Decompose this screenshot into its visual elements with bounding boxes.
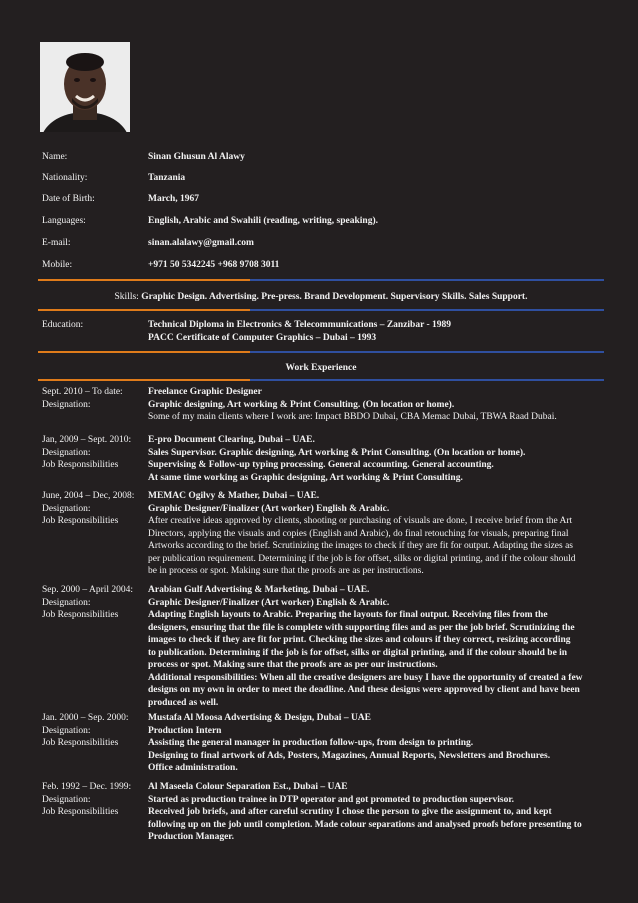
job-label: Job Responsibilities (42, 610, 119, 620)
job-line: MEMAC Ogilvy & Mather, Dubai – UAE. (148, 491, 320, 501)
job-line: After creative ideas approved by clients, shooting or purchasing of visuals are done, I receive brief from the Art (148, 516, 573, 526)
info-value: English, Arabic and Swahili (reading, writing, speaking). (148, 216, 378, 226)
job-labels (42, 434, 146, 472)
divider (38, 379, 604, 381)
job-label: Designation: (42, 725, 91, 736)
job-line: Designing to final artwork of Ads, Posters, Magazines, Annual Reports, Newsletters and Brochures. (148, 750, 551, 761)
job-line: Mustafa Al Moosa Advertising & Design, Dubai – UAE (148, 713, 371, 723)
education-label: Education: (42, 320, 84, 330)
job-date: Jan. 2000 – Sep. 2000: (42, 713, 129, 723)
job-line: designers, ensuring that the file is complete with supporting files and as per the job brief. Scrutinizing the (148, 622, 575, 633)
divider (38, 279, 604, 281)
job-line: E-pro Document Clearing, Dubai – UAE. (148, 435, 315, 445)
job-date: June, 2004 – Dec, 2008: (42, 491, 135, 501)
job-line: Graphic designing, Art working & Print Consulting. (On location or home). (148, 399, 455, 410)
job-line: Al Maseela Colour Separation Est., Dubai – UAE (148, 782, 348, 792)
job-label: Job Responsibilities (42, 738, 119, 748)
job-line: Supervising & Follow-up typing processing. General accounting. General accounting. (148, 460, 494, 470)
info-row-mobile (42, 259, 602, 273)
job-line: Arabian Gulf Advertising & Marketing, Dubai – UAE. (148, 585, 370, 595)
job-line: Some of my main clients where I work are: Impact BBDO Dubai, CBA Memac Dubai, TBWA Raad Dubai. (148, 412, 557, 422)
info-row-dob (42, 193, 602, 207)
job-date: Sep. 2000 – April 2004: (42, 585, 134, 595)
info-label: Name: (42, 152, 68, 162)
job-line: Production Intern (148, 725, 222, 736)
job-labels (42, 584, 146, 622)
job-label: Designation: (42, 794, 91, 805)
job-line: Production Manager. (148, 832, 235, 842)
info-label: E-mail: (42, 238, 71, 248)
job-line: Graphic Designer/Finalizer (Art worker) English & Arabic. (148, 597, 390, 608)
section-title: Work Experience (285, 363, 357, 373)
info-value: +971 50 5342245 +968 9708 3011 (148, 260, 280, 270)
job-details (148, 386, 602, 424)
job-labels (42, 712, 146, 750)
info-label: Languages: (42, 216, 86, 226)
job-label: Designation: (42, 597, 91, 608)
job-line: Artworks according to the brief. Scrutinizing the images to check if they are fit for output. Adapting the sizes as (148, 541, 574, 551)
job-date: Sept. 2010 – To date: (42, 387, 123, 397)
job-details (148, 584, 602, 709)
info-row-name (42, 151, 602, 165)
info-value: Sinan Ghusun Al Alawy (148, 152, 245, 162)
info-value: Tanzania (148, 173, 186, 183)
job-label: Job Responsibilities (42, 516, 119, 526)
job-line: per publication requirement. Determining if the job is for offset, silks or digital printing, and if the colour should (148, 553, 576, 564)
skills-label: Skills: (114, 292, 139, 302)
email-link[interactable]: sinan.alalawy@gmail.com (148, 238, 254, 248)
job-line: Graphic Designer/Finalizer (Art worker) English & Arabic. (148, 503, 390, 514)
job-line: Office administration. (148, 763, 238, 773)
education-item: Technical Diploma in Electronics & Telecommunications – Zanzibar - 1989 (148, 320, 452, 330)
job-line: images to check if they are fit for print. Checking the sizes and colours if they correct, resizing according (148, 635, 571, 645)
job-label: Job Responsibilities (42, 460, 119, 470)
job-details (148, 712, 602, 775)
job-line: At same time working as Graphic designing, Art working & Print Consulting. (148, 472, 463, 483)
education-item: PACC Certificate of Computer Graphics – Dubai – 1993 (148, 332, 377, 343)
job-line: Additional responsibilities: When all the creative designers are busy I have the opportunity of created a few (148, 672, 583, 683)
job-line: Assisting the general manager in production follow-ups, from design to printing. (148, 738, 474, 748)
job-line: designs on my own in order to meet the deadline. And these designs were approved by client and have been (148, 685, 580, 695)
job-line: be in process or spot. Making sure that the proofs are as per instructions. (148, 566, 424, 576)
skills-value: Graphic Design. Advertising. Pre-press. Brand Development. Supervisory Skills. Sales Support. (141, 292, 528, 302)
education-list (148, 319, 598, 344)
job-labels (42, 781, 146, 819)
job-line: Adapting English layouts to Arabic. Preparing the layouts for final output. Receiving files from the (148, 610, 548, 620)
info-row-nationality (42, 172, 602, 186)
info-row-email (42, 237, 602, 251)
info-label: Date of Birth: (42, 194, 95, 204)
job-line: Started as production trainee in DTP operator and got promoted to production supervisor. (148, 794, 515, 805)
job-details (148, 434, 602, 484)
job-line: following up on the job until completion. Made colour separations and analysed proofs before presenting to (148, 819, 582, 830)
job-label: Designation: (42, 447, 91, 458)
profile-photo (40, 42, 130, 132)
work-experience-heading (38, 362, 604, 375)
job-line: produced as well. (148, 697, 219, 708)
info-label: Nationality: (42, 173, 88, 183)
job-line: process or spot. Making sure that the proofs are as per our instructions. (148, 660, 438, 670)
info-label: Mobile: (42, 260, 73, 270)
job-label: Designation: (42, 399, 91, 410)
info-row-languages (42, 215, 602, 229)
job-labels (42, 386, 146, 411)
job-date: Feb. 1992 – Dec. 1999: (42, 782, 132, 792)
job-date: Jan, 2009 – Sept. 2010: (42, 435, 132, 445)
job-line: Freelance Graphic Designer (148, 387, 262, 397)
job-details (148, 490, 602, 578)
info-value: March, 1967 (148, 194, 200, 204)
job-label: Designation: (42, 503, 91, 514)
job-line: Received job briefs, and after careful scrutiny I chose the person to give the assignment to, and kept (148, 807, 552, 817)
skills-line (38, 291, 604, 304)
job-labels (42, 490, 146, 528)
job-label: Job Responsibilities (42, 807, 119, 817)
divider (38, 351, 604, 353)
job-details (148, 781, 602, 844)
divider (38, 309, 604, 311)
job-line: to publication. Determining if the job is for offset, silks or digital printing, and if the colour should be in (148, 647, 568, 658)
job-line: Directors, applying the visuals and copies (English and Arabic), do final retouching for visuals, preparing final (148, 528, 569, 539)
job-line: Sales Supervisor. Graphic designing, Art working & Print Consulting. (On location or home). (148, 447, 526, 458)
